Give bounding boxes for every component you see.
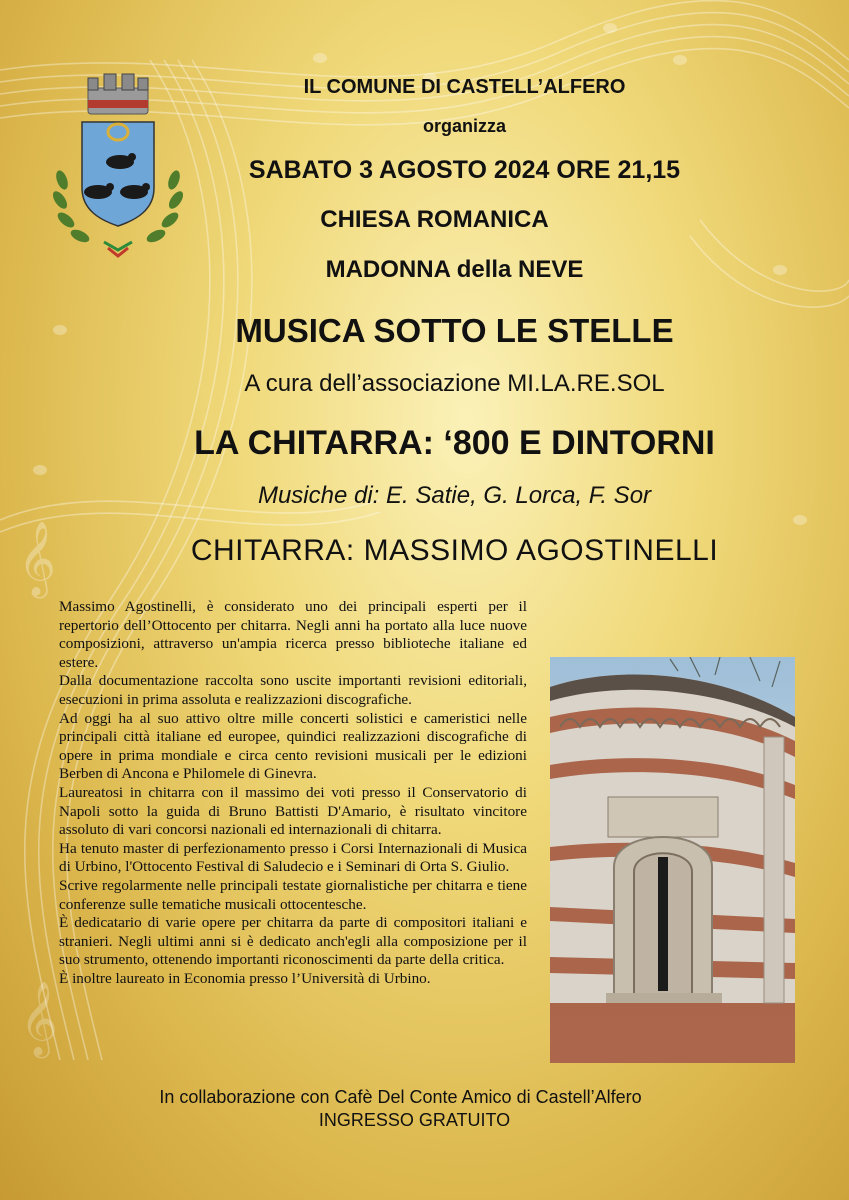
- bio-paragraph: È inoltre laureato in Economia presso l’Università di Urbino.: [59, 969, 431, 987]
- bio-paragraph: È dedicatario di varie opere per chitarra da parte di compositori italiani e stranieri. Negli ultimi anni si è dedicato anch'egli alla composizione per il suo strumento, ottenendo importanti riconoscimenti da parte della critica.: [59, 914, 527, 969]
- bio-paragraph: Massimo Agostinelli, è considerato uno dei principali esperti per il repertorio dell’Ottocento per chitarra. Negli anni ha portato alla luce nuove composizioni, attraverso un'ampia ricerca presso biblioteche italiane ed estere.: [59, 598, 527, 671]
- organizer-name: IL COMUNE DI CASTELL’ALFERO: [303, 76, 626, 98]
- performer-biography: [59, 598, 527, 988]
- bio-paragraph: Laureatosi in chitarra con il massimo dei voti presso il Conservatorio di Napoli sotto la guida di Bruno Battisti D'Amario, è risultato vincitore assoluto di vari concorsi nazionali ed internazionali di chitarra.: [59, 783, 527, 839]
- svg-text:𝄞: 𝄞: [20, 982, 58, 1056]
- composers-line: Musiche di: E. Satie, G. Lorca, F. Sor: [257, 482, 652, 509]
- venue-line-2: MADONNA della NEVE: [325, 256, 584, 283]
- event-date: SABATO 3 AGOSTO 2024 ORE 21,15: [248, 156, 681, 184]
- bio-paragraph: Ad oggi ha al suo attivo oltre mille concerti solistici e cameristici nelle principali città italiane ed europee, quindici realizzazioni discografiche di opere in prima mondiale e circa cento revisioni musicali per le edizioni Berben di Ancona e Philomele di Ginevra.: [59, 709, 527, 783]
- event-title: MUSICA SOTTO LE STELLE: [235, 312, 674, 349]
- bio-paragraph: Ha tenuto master di perfezionamento presso i Corsi Internazionali di Musica di Urbino, l'Ottocento Festival di Saludecio e i Seminari di Orta S. Giulio.: [59, 839, 527, 876]
- venue-line-1: CHIESA ROMANICA: [320, 206, 549, 233]
- church-photo: [550, 657, 795, 1063]
- collaboration-note: In collaborazione con Cafè Del Conte Amico di Castell’Alfero: [159, 1087, 642, 1107]
- performer-line: CHITARRA: MASSIMO AGOSTINELLI: [190, 534, 719, 567]
- program-title: LA CHITARRA: ‘800 E DINTORNI: [194, 424, 715, 462]
- organizza-label: organizza: [422, 116, 506, 136]
- bio-paragraph: Dalla documentazione raccolta sono uscite importanti revisioni editoriali, esecuzioni in prima assoluta e realizzazioni discografiche.: [59, 672, 527, 708]
- bio-paragraph: Scrive regolarmente nelle principali testate giornalistiche per chitarra e tiene conferenze sulle tematiche musicali ottocentesche.: [59, 876, 527, 913]
- admission-note: INGRESSO GRATUITO: [318, 1110, 511, 1130]
- svg-text:𝄞: 𝄞: [18, 522, 56, 596]
- curator-line: A cura dell’associazione MI.LA.RE.SOL: [244, 370, 665, 397]
